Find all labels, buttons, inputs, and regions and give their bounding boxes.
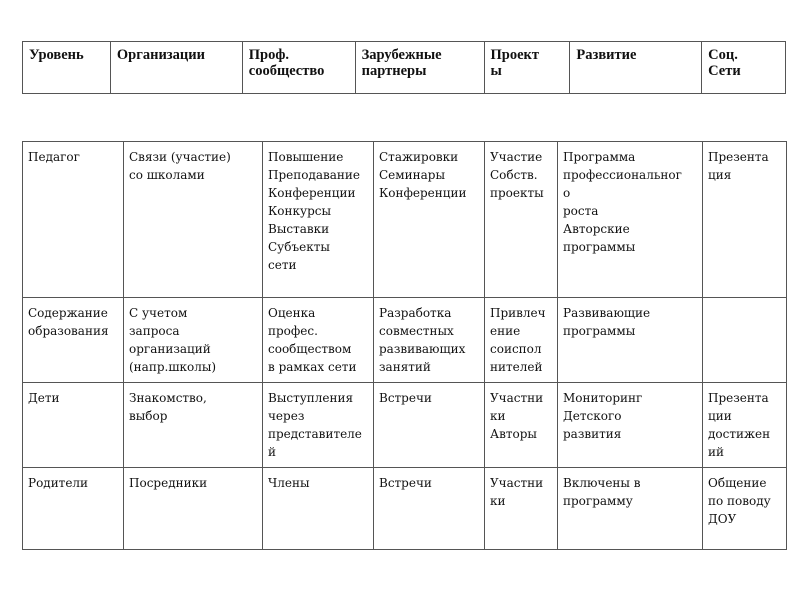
header-table (22, 41, 786, 94)
table-row (23, 142, 787, 298)
header-row (23, 42, 786, 94)
cell-text-line: ение (490, 324, 521, 338)
table-cell (124, 142, 263, 298)
cell-text-line: развивающих (379, 342, 466, 356)
cell-text-line: Встречи (379, 391, 432, 405)
table-cell (263, 142, 374, 298)
table-cell (124, 383, 263, 468)
cell-text-line: Развивающие (563, 306, 651, 320)
cell-text-line: через (268, 409, 305, 423)
table-cell (558, 468, 703, 550)
table-row (23, 468, 787, 550)
table-cell (23, 298, 124, 383)
cell-text-line: программу (563, 494, 633, 508)
header-cell-level: Уровень (23, 42, 111, 94)
cell-text-line: Собств. (490, 168, 538, 182)
header-cell-foreign-partners: Зарубежные партнеры (355, 42, 484, 94)
cell-text-line: Встречи (379, 476, 432, 490)
cell-text-line: ция (708, 168, 732, 182)
cell-text-line: Детского (563, 409, 622, 423)
table-cell (374, 468, 485, 550)
cell-text-line: Члены (268, 476, 310, 490)
cell-text-line: Связи (участие) (129, 150, 231, 164)
table-cell (485, 383, 558, 468)
table-cell (703, 383, 787, 468)
cell-text-line: Участие (490, 150, 543, 164)
cell-text-line: достижен (708, 427, 771, 441)
cell-text-line: й (268, 445, 276, 459)
table-cell (485, 468, 558, 550)
cell-text-line: профес. (268, 324, 318, 338)
table-cell (263, 383, 374, 468)
cell-text-line: совместных (379, 324, 454, 338)
cell-text-line: Педагог (28, 150, 80, 164)
cell-text-line: выбор (129, 409, 168, 423)
table-cell (703, 468, 787, 550)
table-cell (263, 468, 374, 550)
header-cell-projects: Проект ы (484, 42, 570, 94)
cell-text-line: развития (563, 427, 622, 441)
cell-text-line: Включены в (563, 476, 641, 490)
header-cell-social-networks: Соц. Сети (702, 42, 786, 94)
table-cell (485, 142, 558, 298)
table-row (23, 298, 787, 383)
table-cell (374, 142, 485, 298)
cell-text-line: программы (563, 240, 636, 254)
cell-text-line: Авторские (563, 222, 630, 236)
cell-text-line: Презента (708, 391, 769, 405)
cell-text-line: в рамках сети (268, 360, 357, 374)
cell-text-line: сообществом (268, 342, 352, 356)
cell-text-line: Посредники (129, 476, 208, 490)
cell-text-line: Оценка (268, 306, 316, 320)
cell-text-line: Выступления (268, 391, 354, 405)
cell-text-line: сети (268, 258, 297, 272)
header-cell-development: Развитие (570, 42, 702, 94)
header-cell-prof-community: Проф. сообщество (242, 42, 355, 94)
table-cell (703, 298, 787, 383)
cell-text-line: запроса (129, 324, 180, 338)
cell-text-line: Конкурсы (268, 204, 332, 218)
cell-text-line: Содержание (28, 306, 108, 320)
cell-text-line: Участни (490, 391, 544, 405)
cell-text-line: программы (563, 324, 636, 338)
main-table (22, 141, 787, 550)
table-cell (374, 298, 485, 383)
cell-text-line: со школами (129, 168, 205, 182)
cell-text-line: образования (28, 324, 109, 338)
cell-text-line: Привлеч (490, 306, 546, 320)
cell-text-line: Семинары (379, 168, 445, 182)
cell-text-line: Родители (28, 476, 89, 490)
table-cell (485, 298, 558, 383)
table-cell (23, 142, 124, 298)
cell-text-line: соиспол (490, 342, 542, 356)
cell-text-line: С учетом (129, 306, 188, 320)
cell-text-line: профессиональног (563, 168, 682, 182)
cell-text-line: Субъекты (268, 240, 330, 254)
cell-text-line: Разработка (379, 306, 452, 320)
cell-text-line: проекты (490, 186, 544, 200)
table-row (23, 383, 787, 468)
cell-text-line: Мониторинг (563, 391, 643, 405)
cell-text-line: Дети (28, 391, 60, 405)
cell-text-line: по поводу (708, 494, 771, 508)
header-cell-organizations: Организации (110, 42, 242, 94)
cell-text-line: Преподавание (268, 168, 361, 182)
table-cell (558, 383, 703, 468)
cell-text-line: нителей (490, 360, 543, 374)
cell-text-line: Программа (563, 150, 636, 164)
table-cell (558, 298, 703, 383)
table-cell (124, 468, 263, 550)
table-cell (263, 298, 374, 383)
cell-text-line: занятий (379, 360, 431, 374)
cell-text-line: о (563, 186, 571, 200)
cell-text-line: Презента (708, 150, 769, 164)
table-cell (374, 383, 485, 468)
cell-text-line: ДОУ (708, 512, 737, 526)
main-table-body (23, 142, 787, 550)
cell-text-line: ки (490, 409, 506, 423)
cell-text-line: Участни (490, 476, 544, 490)
cell-text-line: Общение (708, 476, 767, 490)
cell-text-line: (напр.школы) (129, 360, 217, 374)
table-cell (23, 383, 124, 468)
table-cell (23, 468, 124, 550)
cell-text-line: организаций (129, 342, 211, 356)
cell-text-line: Выставки (268, 222, 330, 236)
cell-text-line: Знакомство, (129, 391, 207, 405)
cell-text-line: ции (708, 409, 732, 423)
cell-text-line: Конференции (268, 186, 356, 200)
table-cell (703, 142, 787, 298)
cell-text-line: Стажировки (379, 150, 459, 164)
cell-text-line: Повышение (268, 150, 344, 164)
table-cell (124, 298, 263, 383)
table-cell (558, 142, 703, 298)
cell-text-line: представителе (268, 427, 362, 441)
cell-text-line: ки (490, 494, 506, 508)
cell-text-line: роста (563, 204, 599, 218)
cell-text-line: Конференции (379, 186, 467, 200)
cell-text-line: ий (708, 445, 724, 459)
cell-text-line: Авторы (490, 427, 537, 441)
